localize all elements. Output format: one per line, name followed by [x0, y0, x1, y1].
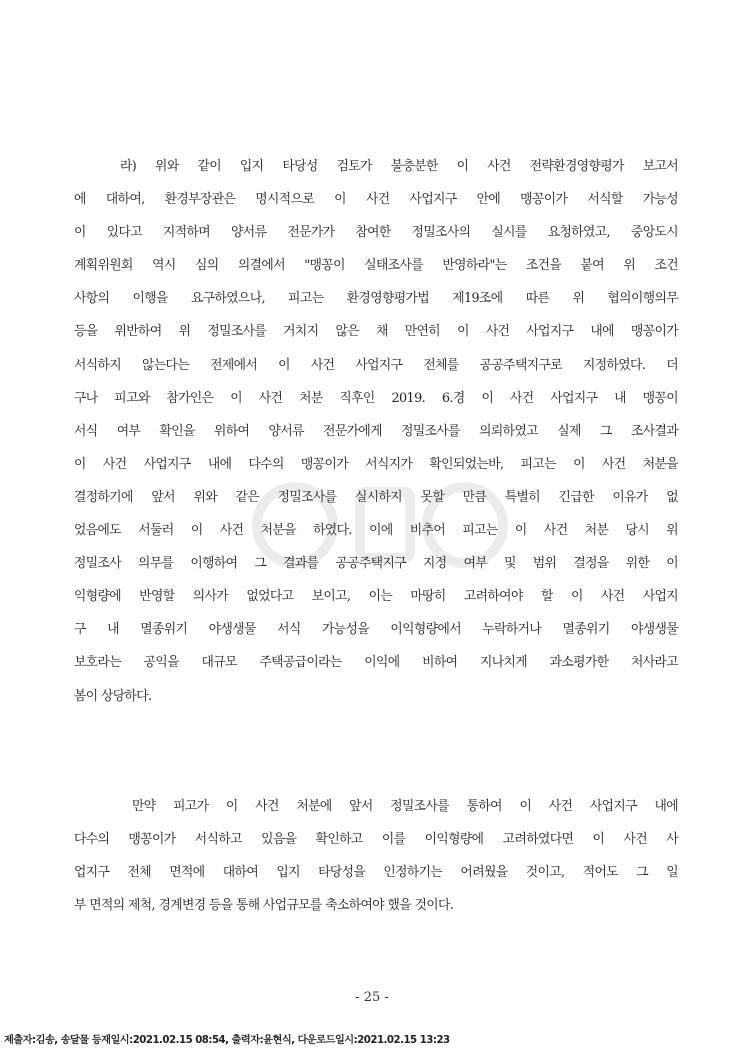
paragraph-line: 계획위원회 역시 심의 의결에서 "맹꽁이 실태조사를 반영하라"는 조건을 붙여 위 조건	[74, 258, 678, 274]
paragraph-line: 라) 위와 같이 입지 타당성 검토가 불충분한 이 사건 전략환경영향평가 보고서	[120, 159, 678, 174]
paragraph-line: 서식하지 않는다는 전제에서 이 사건 사업지구 전체를 공공주택지구로 지정하였다. 더	[74, 357, 678, 373]
paragraph-line: 보호라는 공익을 대규모 주택공급이라는 이익에 비하여 지나치게 과소평가한 처사라고	[74, 655, 678, 671]
paragraph-2	[74, 790, 678, 922]
paragraph-line: 서식 여부 확인을 위하여 양서류 전문가에게 정밀조사를 의뢰하였고 실제 그 조사결과	[74, 423, 678, 439]
paragraph-line: 만약 피고가 이 사건 처분에 앞서 정밀조사를 통하여 이 사건 사업지구 내에	[132, 799, 678, 814]
paragraph-line: 사항의 이행을 요구하였으나, 피고는 환경영향평가법 제19조에 따른 위 협의이행의무	[74, 291, 678, 307]
paragraph-line: 이 사건 사업지구 내에 다수의 맹꽁이가 서식지가 확인되었는바, 피고는 이 사건 처분을	[74, 456, 678, 472]
paragraph-line: 등을 위반하여 위 정밀조사를 거치지 않은 채 만연히 이 사건 사업지구 내에 맹꽁이가	[74, 324, 678, 340]
paragraph-line: 익형량에 반영할 의사가 없었다고 보이고, 이는 마땅히 고려하여야 할 이 사건 사업지	[74, 589, 678, 605]
paragraph-line: 에 대하여, 환경부장관은 명시적으로 이 사건 사업지구 안에 맹꽁이가 서식할 가능성	[74, 192, 678, 208]
paragraph-line: 구나 피고와 참가인은 이 사건 처분 직후인 2019. 6.경 이 사건 사업지구 내 맹꽁이	[74, 390, 678, 406]
paragraph-line: 업지구 전체 면적에 대하여 입지 타당성을 인정하기는 어려웠을 것이고, 적어도 그 일	[74, 865, 678, 881]
paragraph-line: 다수의 맹꽁이가 서식하고 있음을 확인하고 이를 이익형량에 고려하였다면 이 사건 사	[74, 832, 678, 848]
paragraph-line: 봄이 상당하다.	[74, 688, 152, 704]
paragraph-line: 정밀조사 의무를 이행하여 그 결과를 공공주택지구 지정 여부 및 범위 결정을 위한 이	[74, 556, 678, 572]
paragraph-line: 결정하기에 앞서 위와 같은 정밀조사를 실시하지 못할 만큼 특별히 긴급한 이유가 없	[74, 489, 678, 505]
print-footer: 제출자:김송, 송달물 등재일시:2021.02.15 08:54, 출력자:윤현식, 다운로드일시:2021.02.15 13:23	[4, 1035, 450, 1046]
page-number: - 25 -	[355, 990, 389, 1005]
paragraph-1	[74, 150, 678, 713]
paragraph-line: 구 내 멸종위기 야생생물 서식 가능성을 이익형량에서 누락하거나 멸종위기 야생생물	[74, 622, 678, 638]
paragraph-line: 이 있다고 지적하며 양서류 전문가가 참여한 정밀조사의 실시를 요청하였고, 중앙도시	[74, 225, 678, 241]
paragraph-line: 었음에도 서둘러 이 사건 처분을 하였다. 이에 비추어 피고는 이 사건 처분 당시 위	[74, 523, 678, 539]
paragraph-line: 부 면적의 제척, 경계변경 등을 통해 사업규모를 축소하여야 했을 것이다.	[74, 898, 454, 914]
